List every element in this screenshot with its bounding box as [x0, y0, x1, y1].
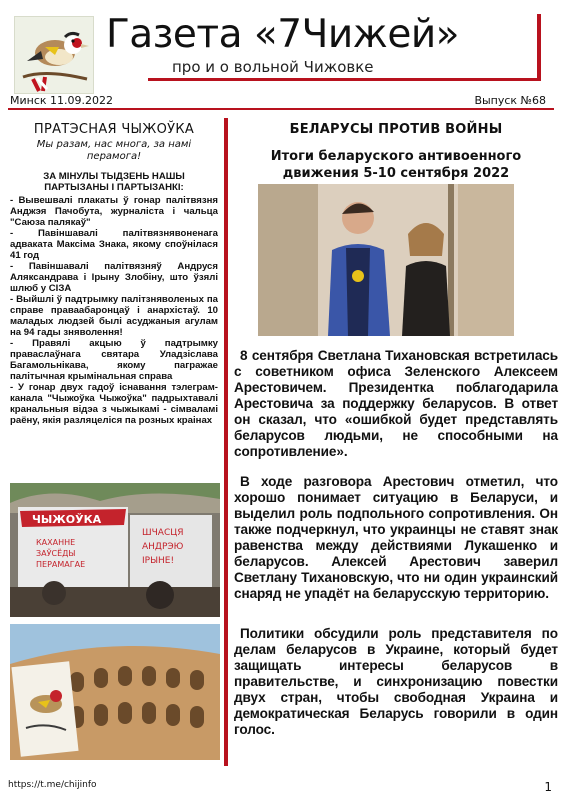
svg-text:АНДРЭЮ: АНДРЭЮ [142, 542, 184, 552]
newspaper-title: Газета «7Чижей» [106, 12, 460, 57]
left-lead: ЗА МІНУЛЫ ТЫДЗЕНЬ НАШЫ ПАРТЫЗАНЫ І ПАРТЫЗАНКІ: [43, 171, 185, 193]
meeting-photo [258, 184, 514, 336]
goldfinch-bird-icon [15, 17, 94, 94]
svg-text:ПЕРАМАГАЕ: ПЕРАМАГАЕ [36, 560, 86, 569]
colosseum-photo [10, 624, 220, 760]
list-item: - Выйшлі ў падтрымку палітзняволеных па справе праваабаронцаў і анархістаў. 10 маладых людзей былі асуджаныя агулам на 94 гады зняволення! [10, 294, 218, 338]
column-divider [224, 118, 228, 766]
article-paragraph-3 [234, 626, 558, 738]
list-item: - Павіншавалі палітвязнявоненага адваката Максіма Знака, якому споўнілася 41 год [10, 228, 218, 261]
left-column [10, 122, 218, 426]
list-item: - Вывешвалі плакаты ў гонар палітвязня Анджэя Пачобута, журналіста і чальца "Саюза палякаў" [10, 195, 218, 228]
masthead-red-bar [537, 14, 541, 78]
article-subheading: Итоги беларуского антивоенного движения 5-10 сентября 2022 [270, 149, 522, 181]
protest-banner-photo [10, 483, 220, 617]
left-tagline: Мы разам, нас многа, за намі перамога! [36, 139, 192, 162]
telegram-link[interactable]: https://t.me/chijinfo [8, 780, 97, 790]
issue-number: Выпуск №68 [474, 94, 546, 107]
issue-date: Минск 11.09.2022 [10, 94, 114, 107]
list-item: - У гонар двух гадоў існавання тэлеграм-канала "Чыжоўка Чыжоўка" падрыхтавалі кранальныя відэа з чыжыкамі - сімваламі раёну, якія разляцеліся па розных краінах [10, 382, 218, 426]
list-item: - Павіншавалі палітвязняў Андруся Аляксандрава і Ірыну Злобіну, што ўзялі шлюб у СІЗА [10, 261, 218, 294]
article-paragraph-1 [234, 348, 558, 460]
page-number: 1 [544, 780, 552, 794]
svg-text:ШЧАСЦЯ: ШЧАСЦЯ [142, 528, 184, 538]
article-heading: БЕЛАРУСЫ ПРОТИВ ВОЙНЫ [289, 122, 503, 137]
paragraph-text: Политики обсудили роль представителя по делам беларусов в Украине, который будет защищать интересы беларусов в правительстве, и синхронизацию повестки двух стран, чтобы свободная Украина и демократическая Беларусь говорили в один голос. [234, 626, 558, 737]
newspaper-logo [14, 16, 94, 94]
svg-text:ІРЫНЕ!: ІРЫНЕ! [142, 556, 175, 566]
svg-text:КАХАННЕ: КАХАННЕ [36, 538, 76, 547]
left-heading: ПРАТЭСНАЯ ЧЫЖОЎКА [33, 122, 195, 137]
newspaper-subtitle: про и о вольной Чижовке [172, 58, 374, 76]
paragraph-text: 8 сентября Светлана Тихановская встретилась с советником офиса Зеленского Алексеем Арестовичем. Президентка поблагодарила Арестовича за поддержку беларусов. В ответ он сказал, что «ошибкой будет представлять беларусов людьми, не способными на сопротивление». [234, 348, 558, 459]
article-paragraph-2 [234, 474, 558, 602]
right-column [234, 122, 558, 182]
list-item: - Правялі акцыю ў падтрымку праваслаўнага святара Уладзіслава Багамольнікава, якому пагражае палітычная крымінальная справа [10, 338, 218, 382]
svg-text:ЧЫЖОЎКА: ЧЫЖОЎКА [32, 513, 102, 526]
left-body [10, 171, 218, 426]
masthead-underline [148, 78, 541, 81]
header-divider [8, 108, 554, 110]
paragraph-text: В ходе разговора Арестович отметил, что хорошо понимает ситуацию в Беларуси, и выделил роль подпольного сопротивления. Он также подчеркнул, что украинцы не ставят знак равенства между действиями Лукашенко и беларусов. Алексей Арестович заверил Светлану Тихановскую, что ни один украинский снаряд не упадёт на беларусскую территорию. [234, 474, 558, 601]
svg-text:ЗАЎСЁДЫ: ЗАЎСЁДЫ [36, 549, 76, 558]
